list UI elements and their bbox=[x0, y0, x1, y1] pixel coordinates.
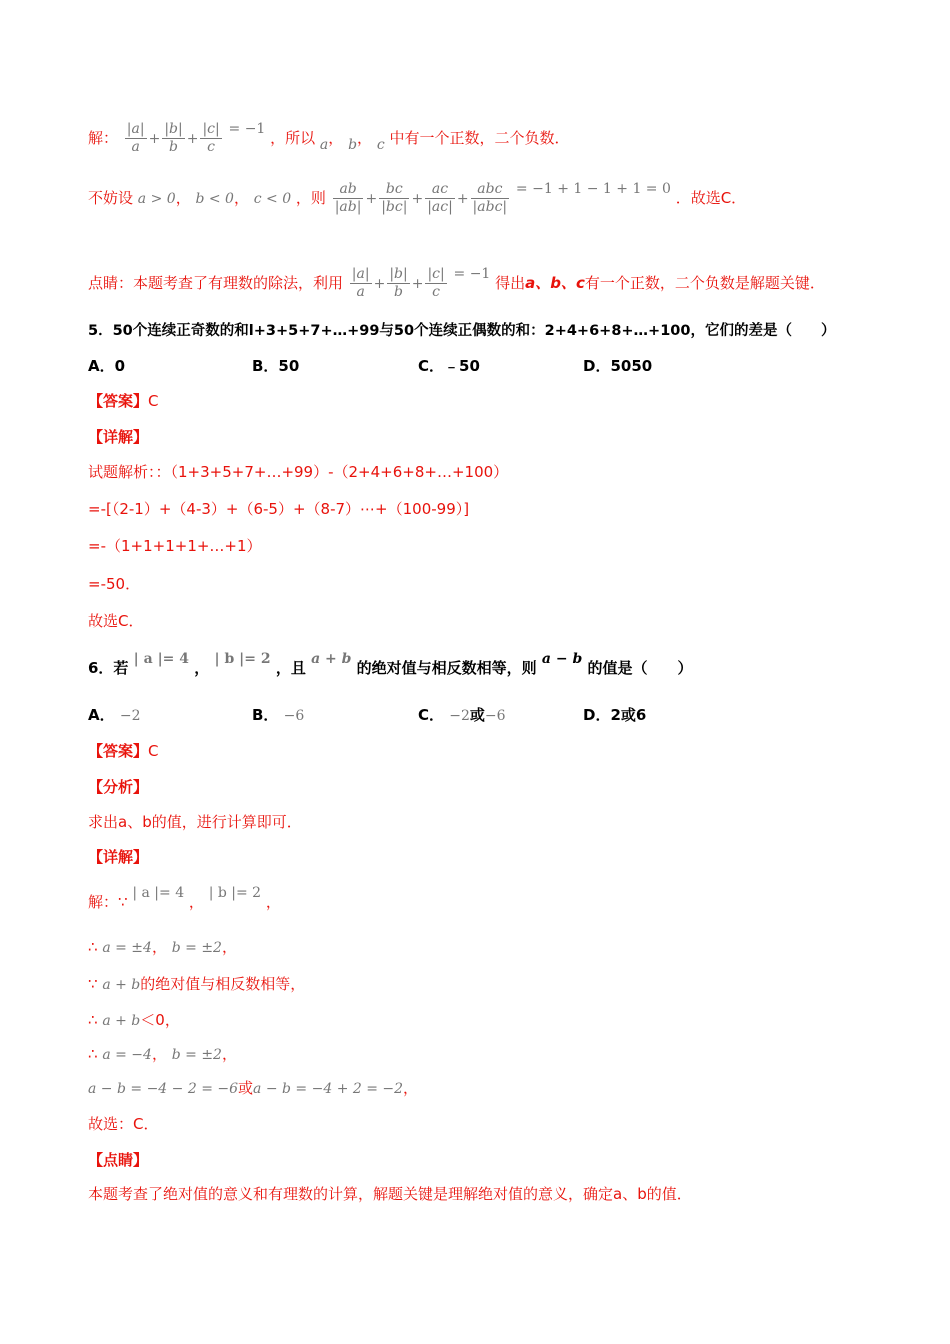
q5-step-5: 故选C． bbox=[88, 612, 144, 630]
answer-tag: 【答案】 bbox=[88, 742, 149, 760]
cond-a: a > 0 bbox=[137, 191, 176, 207]
abs-b: | b |= 2 bbox=[214, 651, 271, 667]
equation-tail: = −1 bbox=[228, 121, 266, 137]
q6-solution-line5: ∴ a = −4， b = ±2， bbox=[88, 1045, 237, 1063]
fraction-abs-b: $\frac{|b|}{b}$ bbox=[164, 121, 183, 155]
separator: ， bbox=[265, 893, 281, 911]
q6-option-b bbox=[252, 704, 304, 725]
fraction-ac: $\frac{ac}{|ac|}$ bbox=[427, 181, 453, 215]
q6-solution-line1 bbox=[88, 880, 880, 924]
solution-prefix: 解： bbox=[88, 129, 119, 147]
sol-prefix: 解：∵ bbox=[88, 893, 128, 911]
q5-step-2: =-[（2-1）+（4-3）+（6-5）+（8-7）⋯+（100-99）] bbox=[88, 500, 470, 518]
q6-tip-tag: 【点睛】 bbox=[88, 1151, 149, 1169]
q5-stem: 5．50个连续正奇数的和l+3+5+7+…+99与50个连续正偶数的和：2+4+6+8+…+100，它们的差是（ ） bbox=[88, 323, 836, 339]
q6-solution-line6: a − b = −4 − 2 = −6或a − b = −4 + 2 = −2， bbox=[88, 1079, 419, 1097]
abs-b: | b |= 2 bbox=[208, 885, 262, 901]
q5-option-a: A．0 bbox=[88, 357, 126, 375]
a-value: a = ±4 bbox=[102, 940, 152, 956]
sum-expr: a + b bbox=[102, 1013, 141, 1029]
fraction-ab: $\frac{ab}{|ab|}$ bbox=[334, 181, 362, 215]
equation-tail: = −1 bbox=[453, 266, 491, 282]
tip-vars: a、b、c bbox=[525, 274, 585, 292]
result-2: a − b = −4 + 2 = −2 bbox=[253, 1081, 404, 1097]
therefore-symbol: ∴ bbox=[88, 1045, 98, 1063]
less-than-zero: ＜0， bbox=[140, 1011, 180, 1029]
var-a: a bbox=[319, 137, 329, 153]
q6-option-d: D．2或6 bbox=[583, 706, 647, 724]
q5-step-3: =-（1+1+1+1+…+1） bbox=[88, 537, 262, 555]
or-text: 或 bbox=[238, 1079, 254, 1097]
separator: ， bbox=[328, 129, 344, 147]
therefore-symbol: ∴ bbox=[88, 938, 98, 956]
fraction-abc: $\frac{\text{abc}}{\text{|abc|}}$ bbox=[472, 181, 508, 215]
q6-final: 故选：C． bbox=[88, 1115, 159, 1133]
result-1: a − b = −4 − 2 = −6 bbox=[88, 1081, 239, 1097]
answer-value: C bbox=[148, 392, 159, 410]
a-value: a = −4 bbox=[102, 1047, 152, 1063]
tip-tail: 有一个正数，二个负数是解题关键． bbox=[584, 274, 825, 292]
answer-value: C bbox=[148, 742, 159, 760]
abs-a: | a |= 4 bbox=[133, 651, 190, 667]
fraction-abs-b: $\frac{|b|}{b}$ bbox=[389, 266, 408, 300]
fraction-bc: $\frac{bc}{|bc|}$ bbox=[381, 181, 408, 215]
fraction-abs-c: $\frac{|c|}{c}$ bbox=[427, 266, 445, 300]
since-text: 的绝对值与相反数相等， bbox=[140, 975, 306, 993]
q6-option-a bbox=[88, 704, 140, 725]
prev-tip-line: 点睛：本题考查了有理数的除法，利用 $\frac{|a|}{a}$ + $\frac{|b|}{b}$ + $\frac{|c|}{c}$ = −1 得出a、b、c有一个正数，二个负数是解题关键． bbox=[88, 266, 825, 300]
tip-prefix: 点睛：本题考查了有理数的除法，利用 bbox=[88, 274, 344, 292]
q6-solution-line3 bbox=[88, 973, 880, 996]
separator: ， bbox=[188, 893, 204, 911]
option-value: −2 bbox=[119, 708, 141, 724]
separator: ， bbox=[194, 659, 210, 677]
option-label: A． bbox=[88, 706, 115, 724]
cond-c: c < 0 bbox=[253, 191, 292, 207]
q6-answer bbox=[88, 740, 880, 762]
q5-option-d: D．5050 bbox=[583, 357, 653, 375]
fraction-abs-a: $\frac{|a|}{a}$ bbox=[351, 266, 370, 300]
so-text: ，所以 bbox=[270, 129, 316, 147]
q6-tail: 的值是（ ） bbox=[587, 659, 693, 677]
abs-a: | a |= 4 bbox=[132, 885, 185, 901]
q6-mid: 的绝对值与相反数相等，则 bbox=[356, 659, 537, 677]
fraction-abs-a: $\frac{|a|}{a}$ bbox=[126, 121, 145, 155]
prev-solution-line1: 解： $\frac{|a|}{a}$ + $\frac{|b|}{b}$ + $\frac{|c|}{c}$ = −1 ，所以 a， b， c 中有一个正数，二个负数． bbox=[88, 121, 570, 155]
line1-tail: 中有一个正数，二个负数． bbox=[389, 129, 570, 147]
cond-b: b < 0 bbox=[195, 191, 234, 207]
q5-option-c: C．﹣50 bbox=[418, 357, 480, 375]
q6-prefix: 6．若 bbox=[88, 659, 129, 677]
q6-solution-line4 bbox=[88, 1009, 880, 1032]
separator: ， bbox=[357, 129, 373, 147]
q6-solution-line2: ∴ a = ±4， b = ±2， bbox=[88, 938, 237, 956]
option-value: −6 bbox=[283, 708, 305, 724]
var-b: b bbox=[348, 137, 358, 153]
q5-detail-tag: 【详解】 bbox=[88, 428, 149, 446]
equation-tail: = −1 + 1 − 1 + 1 = 0 bbox=[515, 181, 671, 197]
option-label: C． bbox=[418, 706, 445, 724]
tip-mid: 得出 bbox=[495, 274, 526, 292]
prev-solution-line2: 不妨设 a > 0， b < 0， c < 0 ，则 $\frac{ab}{|ab|}$ + $\frac{bc}{|bc|}$ + $\frac{ac}{|ac|}$ + $\frac{\text{abc}}{\text{|abc|}}$ = −1 + 1 − 1 + 1 = 0 ．故选C． bbox=[88, 181, 747, 215]
q5-step-4: =-50． bbox=[88, 575, 141, 593]
assume-text: 不妨设 bbox=[88, 189, 134, 207]
q5-option-b: B．50 bbox=[252, 357, 300, 375]
b-value: b = ±2 bbox=[171, 1047, 222, 1063]
q6-option-c bbox=[418, 704, 506, 725]
q6-stem bbox=[88, 645, 880, 691]
diff-expr: a − b bbox=[541, 651, 583, 667]
sum-expr: a + b bbox=[102, 977, 141, 993]
option-or: 或 bbox=[469, 706, 485, 724]
q5-answer bbox=[88, 390, 880, 412]
q6-analysis: 求出a、b的值，进行计算即可． bbox=[88, 813, 302, 831]
because-symbol: ∵ bbox=[88, 975, 98, 993]
option-value: −6 bbox=[484, 708, 506, 724]
answer-tag: 【答案】 bbox=[88, 392, 149, 410]
q6-analysis-tag: 【分析】 bbox=[88, 778, 149, 796]
var-c: c bbox=[376, 137, 385, 153]
b-value: b = ±2 bbox=[171, 940, 222, 956]
choose-c-text: ．故选C． bbox=[675, 189, 747, 207]
q6-tip-text: 本题考查了绝对值的意义和有理数的计算，解题关键是理解绝对值的意义，确定a、b的值． bbox=[88, 1185, 692, 1203]
q6-detail-tag: 【详解】 bbox=[88, 848, 149, 866]
therefore-symbol: ∴ bbox=[88, 1011, 98, 1029]
sum-expr: a + b bbox=[311, 651, 352, 667]
option-value: −2 bbox=[449, 708, 470, 724]
option-label: B． bbox=[252, 706, 279, 724]
fraction-abs-c: $\frac{|c|}{c}$ bbox=[202, 121, 220, 155]
q6-and: ，且 bbox=[275, 659, 306, 677]
q5-step-1: 试题解析：：（1+3+5+7+…+99）-（2+4+6+8+…+100） bbox=[88, 463, 509, 481]
then-text: ，则 bbox=[295, 189, 326, 207]
